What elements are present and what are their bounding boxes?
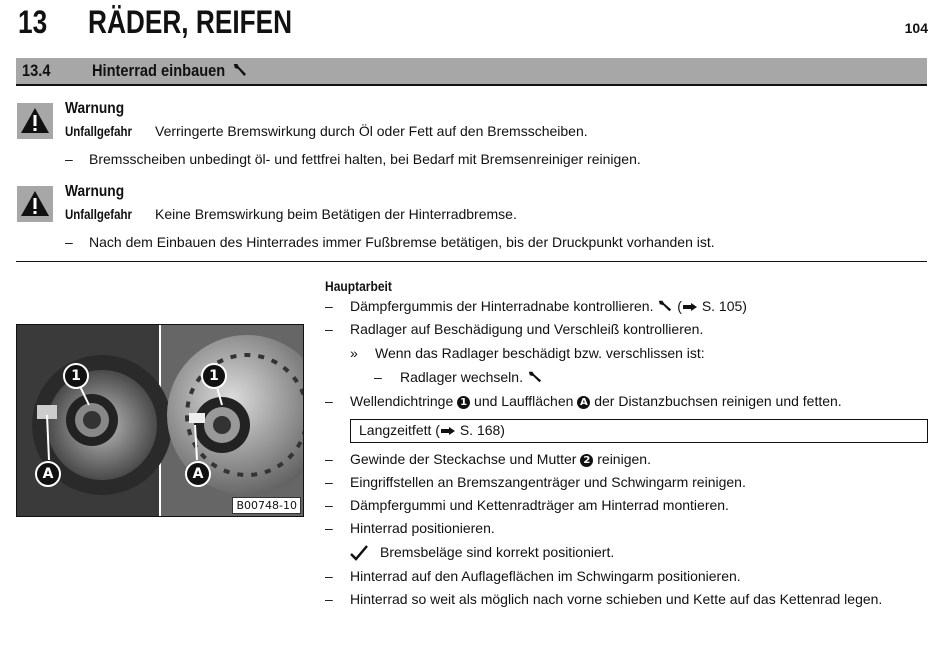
sub-step-text: Radlager wechseln.	[400, 369, 523, 385]
checkmark-icon	[350, 545, 368, 561]
section-header-bar	[16, 58, 927, 86]
dash: –	[325, 298, 333, 314]
dash: –	[325, 474, 333, 490]
pointing-hand-icon	[440, 425, 456, 437]
warning-text: Keine Bremswirkung beim Betätigen der Hinterradbremse.	[155, 206, 517, 222]
callout-1: 1	[63, 363, 89, 389]
dash: –	[325, 393, 333, 409]
chapter-number: 13	[18, 4, 48, 40]
step-5: Eingriffstellen an Bremszangenträger und Schwingarm reinigen.	[350, 474, 746, 490]
main-work-heading: Hauptarbeit	[325, 278, 392, 294]
condition-marker: »	[350, 345, 358, 361]
callout-2: 2	[580, 454, 593, 467]
step-1	[350, 298, 747, 314]
dash: –	[65, 151, 73, 167]
step-3-text-c: der Distanzbuchsen reinigen und fetten.	[594, 393, 842, 409]
page-reference-link[interactable]: S. 105)	[701, 298, 747, 314]
section-title	[92, 61, 247, 81]
wrench-icon	[232, 62, 247, 78]
materials-text: Langzeitfett (	[359, 422, 440, 438]
sub-step	[400, 369, 543, 385]
wrench-icon	[527, 370, 543, 384]
dash: –	[325, 321, 333, 337]
callout-a: A	[577, 396, 590, 409]
figure-caption: B00748-10	[232, 497, 301, 514]
section-number: 13.4	[22, 61, 51, 80]
step-4-text-a: Gewinde der Steckachse und Mutter	[350, 451, 577, 467]
step-4	[350, 451, 651, 468]
step-2: Radlager auf Beschädigung und Verschleiß kontrollieren.	[350, 321, 704, 337]
pointing-hand-icon	[682, 301, 698, 313]
step-4-text-b: reinigen.	[597, 451, 651, 467]
warning-heading: Warnung	[65, 183, 125, 200]
wheel-hub-photo	[16, 324, 304, 517]
warning-icon	[17, 186, 53, 222]
photo-illustration	[17, 325, 303, 516]
step-6: Dämpfergummi und Kettenradträger am Hinterrad montieren.	[350, 497, 729, 513]
dash: –	[325, 520, 333, 536]
chapter-title: RÄDER, REIFEN	[88, 4, 293, 40]
step-3-text-a: Wellendichtringe	[350, 393, 454, 409]
dash: –	[325, 591, 333, 607]
dash: –	[325, 451, 333, 467]
callout-1: 1	[457, 396, 470, 409]
sub-dash: –	[374, 369, 382, 385]
page-number: 104	[904, 20, 928, 36]
step-3-text-b: und Laufflächen	[474, 393, 574, 409]
step-7: Hinterrad positionieren.	[350, 520, 495, 536]
warning-label: Unfallgefahr	[65, 123, 132, 139]
divider	[16, 261, 927, 262]
page-reference-link[interactable]: S. 168)	[459, 422, 505, 438]
materials-box	[350, 419, 928, 443]
section-title-text: Hinterrad einbauen	[92, 61, 226, 80]
dash: –	[65, 234, 73, 250]
warning-heading: Warnung	[65, 100, 125, 117]
step-9: Hinterrad so weit als möglich nach vorne schieben und Kette auf das Kettenrad legen.	[350, 591, 883, 607]
warning-icon	[17, 103, 53, 139]
callout-a: A	[35, 461, 61, 487]
check-result: Bremsbeläge sind korrekt positioniert.	[380, 544, 615, 560]
warning-label: Unfallgefahr	[65, 206, 132, 222]
step-3	[350, 393, 842, 410]
callout-1: 1	[201, 363, 227, 389]
ref-open-paren: (	[677, 298, 682, 314]
condition-text: Wenn das Radlager beschädigt bzw. verschlissen ist:	[375, 345, 705, 361]
wrench-icon	[657, 299, 673, 313]
dash: –	[325, 568, 333, 584]
step-8: Hinterrad auf den Auflageflächen im Schwingarm positionieren.	[350, 568, 741, 584]
callout-a: A	[185, 461, 211, 487]
warning-step: Bremsscheiben unbedingt öl- und fettfrei halten, bei Bedarf mit Bremsenreiniger reinigen.	[89, 151, 641, 167]
warning-step: Nach dem Einbauen des Hinterrades immer Fußbremse betätigen, bis der Druckpunkt vorhanden ist.	[89, 234, 715, 250]
warning-text: Verringerte Bremswirkung durch Öl oder Fett auf den Bremsscheiben.	[155, 123, 588, 139]
step-1-text: Dämpfergummis der Hinterradnabe kontrollieren.	[350, 298, 654, 314]
materials-line	[359, 422, 505, 438]
dash: –	[325, 497, 333, 513]
